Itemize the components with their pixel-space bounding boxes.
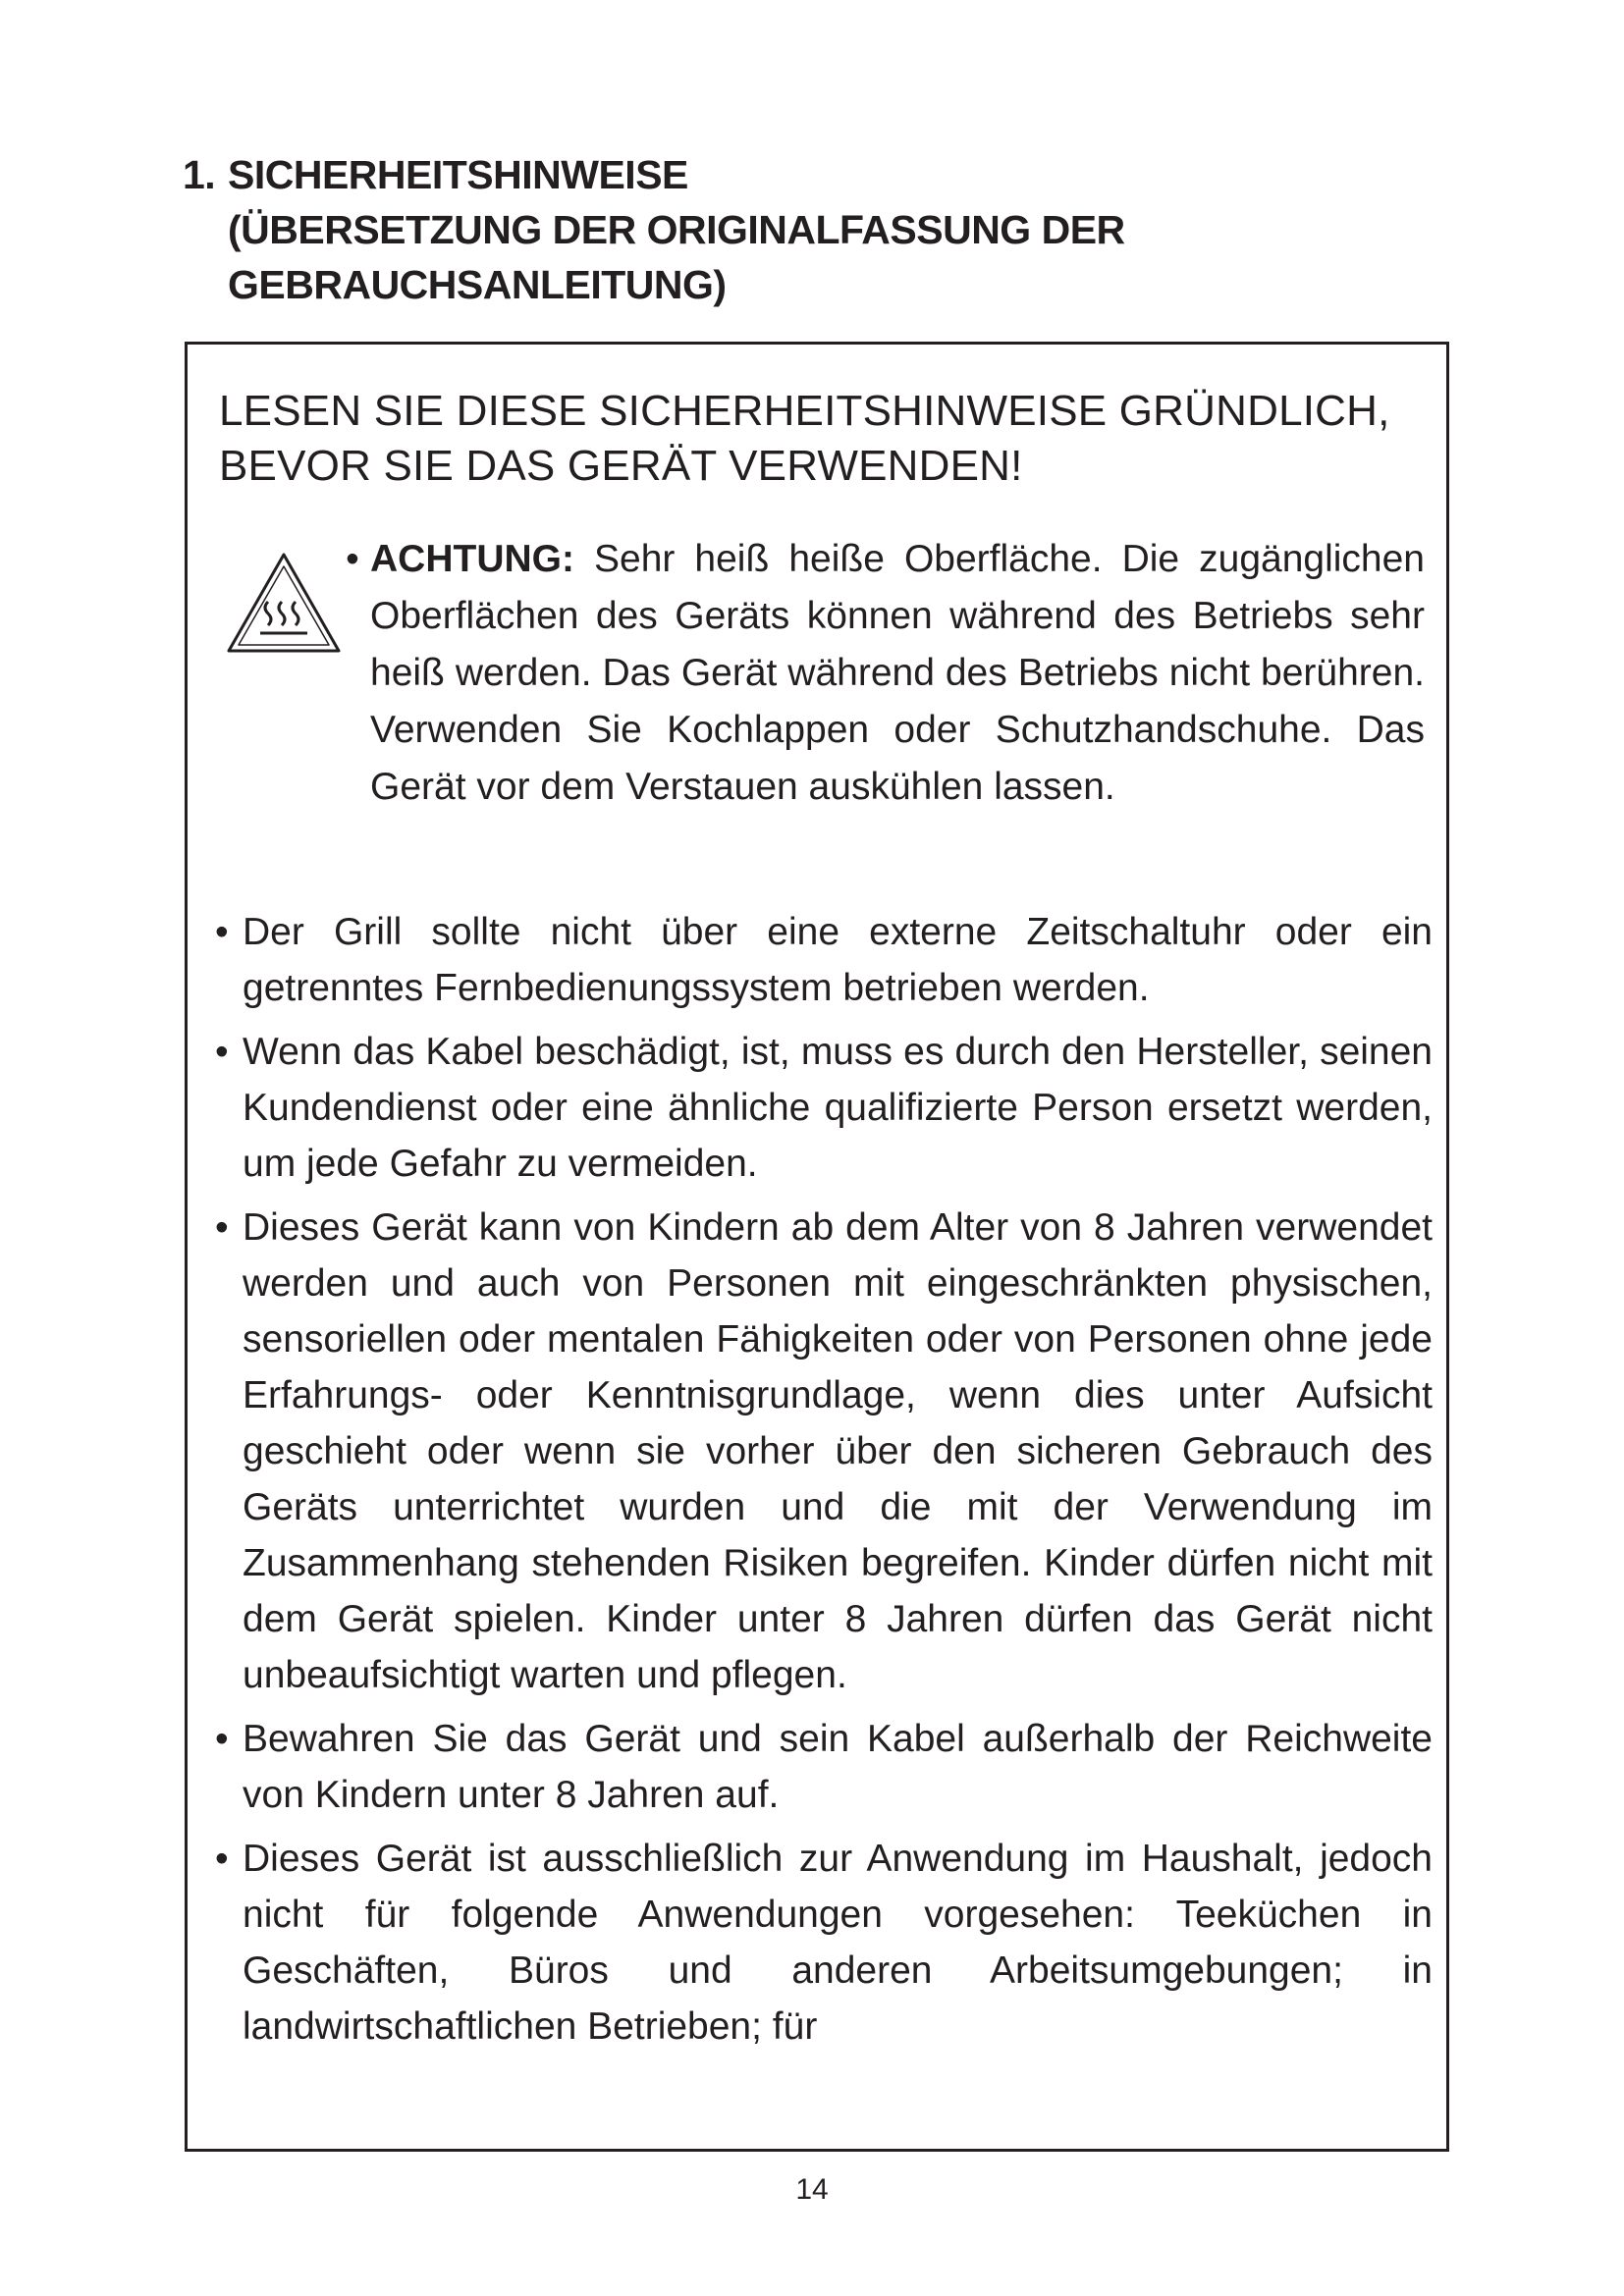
bullet-mark: • bbox=[215, 911, 229, 953]
section-number: 1. bbox=[183, 152, 216, 197]
section-title-line-1: SICHERHEITSHINWEISE bbox=[228, 152, 688, 197]
list-item bbox=[215, 1200, 1433, 1703]
hot-surface-warning bbox=[335, 531, 1425, 816]
bullet-text: Wenn das Kabel beschädigt, ist, muss es durch den Hersteller, seinen Kundendienst oder eine ähnliche qualifizierte Person ersetzt werden, um jede Gefahr zu vermeiden. bbox=[243, 1031, 1433, 1185]
warning-text: Sehr heiß heiße Oberfläche. Die zugänglichen Oberflächen des Geräts können während des Betriebs sehr heiß werden. Das Gerät während des Betriebs nicht berühren. Verwenden Sie Kochlappen oder Schutzhandschuhe. Das Gerät vor dem Verstauen auskühlen lassen. bbox=[370, 538, 1425, 808]
warning-bullet: • bbox=[346, 538, 359, 580]
list-item bbox=[215, 1024, 1433, 1192]
bullet-mark: • bbox=[215, 1031, 229, 1073]
bullet-text: Bewahren Sie das Gerät und sein Kabel außerhalb der Reichweite von Kindern unter 8 Jahren auf. bbox=[243, 1718, 1433, 1816]
warning-label: ACHTUNG: bbox=[370, 538, 574, 580]
bullet-text: Dieses Gerät kann von Kindern ab dem Alter von 8 Jahren verwendet werden und auch von Personen mit eingeschränkten physischen, sensoriellen oder mentalen Fähigkeiten oder von Personen ohne jede Erfahrungs- oder Kenntnisgrundlage, wenn dies unter Aufsicht geschieht oder wenn sie vorher über den sicheren Gebrauch des Geräts unterrichtet wurden und die mit der Verwendung im Zusammenhang stehenden Risiken begreifen. Kinder dürfen nicht mit dem Gerät spielen. Kinder unter 8 Jahren dürfen das Gerät nicht unbeaufsichtigt warten und pflegen. bbox=[243, 1206, 1433, 1696]
intro-line-1: LESEN SIE DIESE SICHERHEITSHINWEISE GRÜNDLICH, bbox=[219, 387, 1390, 435]
bullet-mark: • bbox=[215, 1718, 229, 1760]
safety-bullet-list bbox=[215, 904, 1433, 2062]
list-item bbox=[215, 1711, 1433, 1823]
bullet-mark: • bbox=[215, 1838, 229, 1880]
section-title-line-2: (ÜBERSETZUNG DER ORIGINALFASSUNG DER bbox=[228, 207, 1125, 252]
page-number: 14 bbox=[795, 2173, 829, 2206]
section-heading bbox=[183, 147, 1263, 312]
list-item bbox=[215, 904, 1433, 1016]
bullet-text: Dieses Gerät ist ausschließlich zur Anwendung im Haushalt, jedoch nicht für folgende Anwendungen vorgesehen: Teeküchen in Geschäften, Büros und anderen Arbeitsumgebungen; in landwirtschaftlichen Betrieben; für bbox=[243, 1838, 1433, 2048]
bullet-text: Der Grill sollte nicht über eine externe Zeitschaltuhr oder ein getrenntes Fernbedienungssystem betrieben werden. bbox=[243, 911, 1433, 1009]
bullet-mark: • bbox=[215, 1206, 229, 1249]
list-item bbox=[215, 1831, 1433, 2055]
intro-line-2: BEVOR SIE DAS GERÄT VERWENDEN! bbox=[219, 442, 1023, 490]
safety-notice-box bbox=[185, 342, 1449, 2152]
section-title-line-3: GEBRAUCHSANLEITUNG) bbox=[228, 262, 727, 307]
read-carefully-notice bbox=[219, 384, 1427, 494]
hot-surface-warning-icon bbox=[225, 551, 343, 655]
